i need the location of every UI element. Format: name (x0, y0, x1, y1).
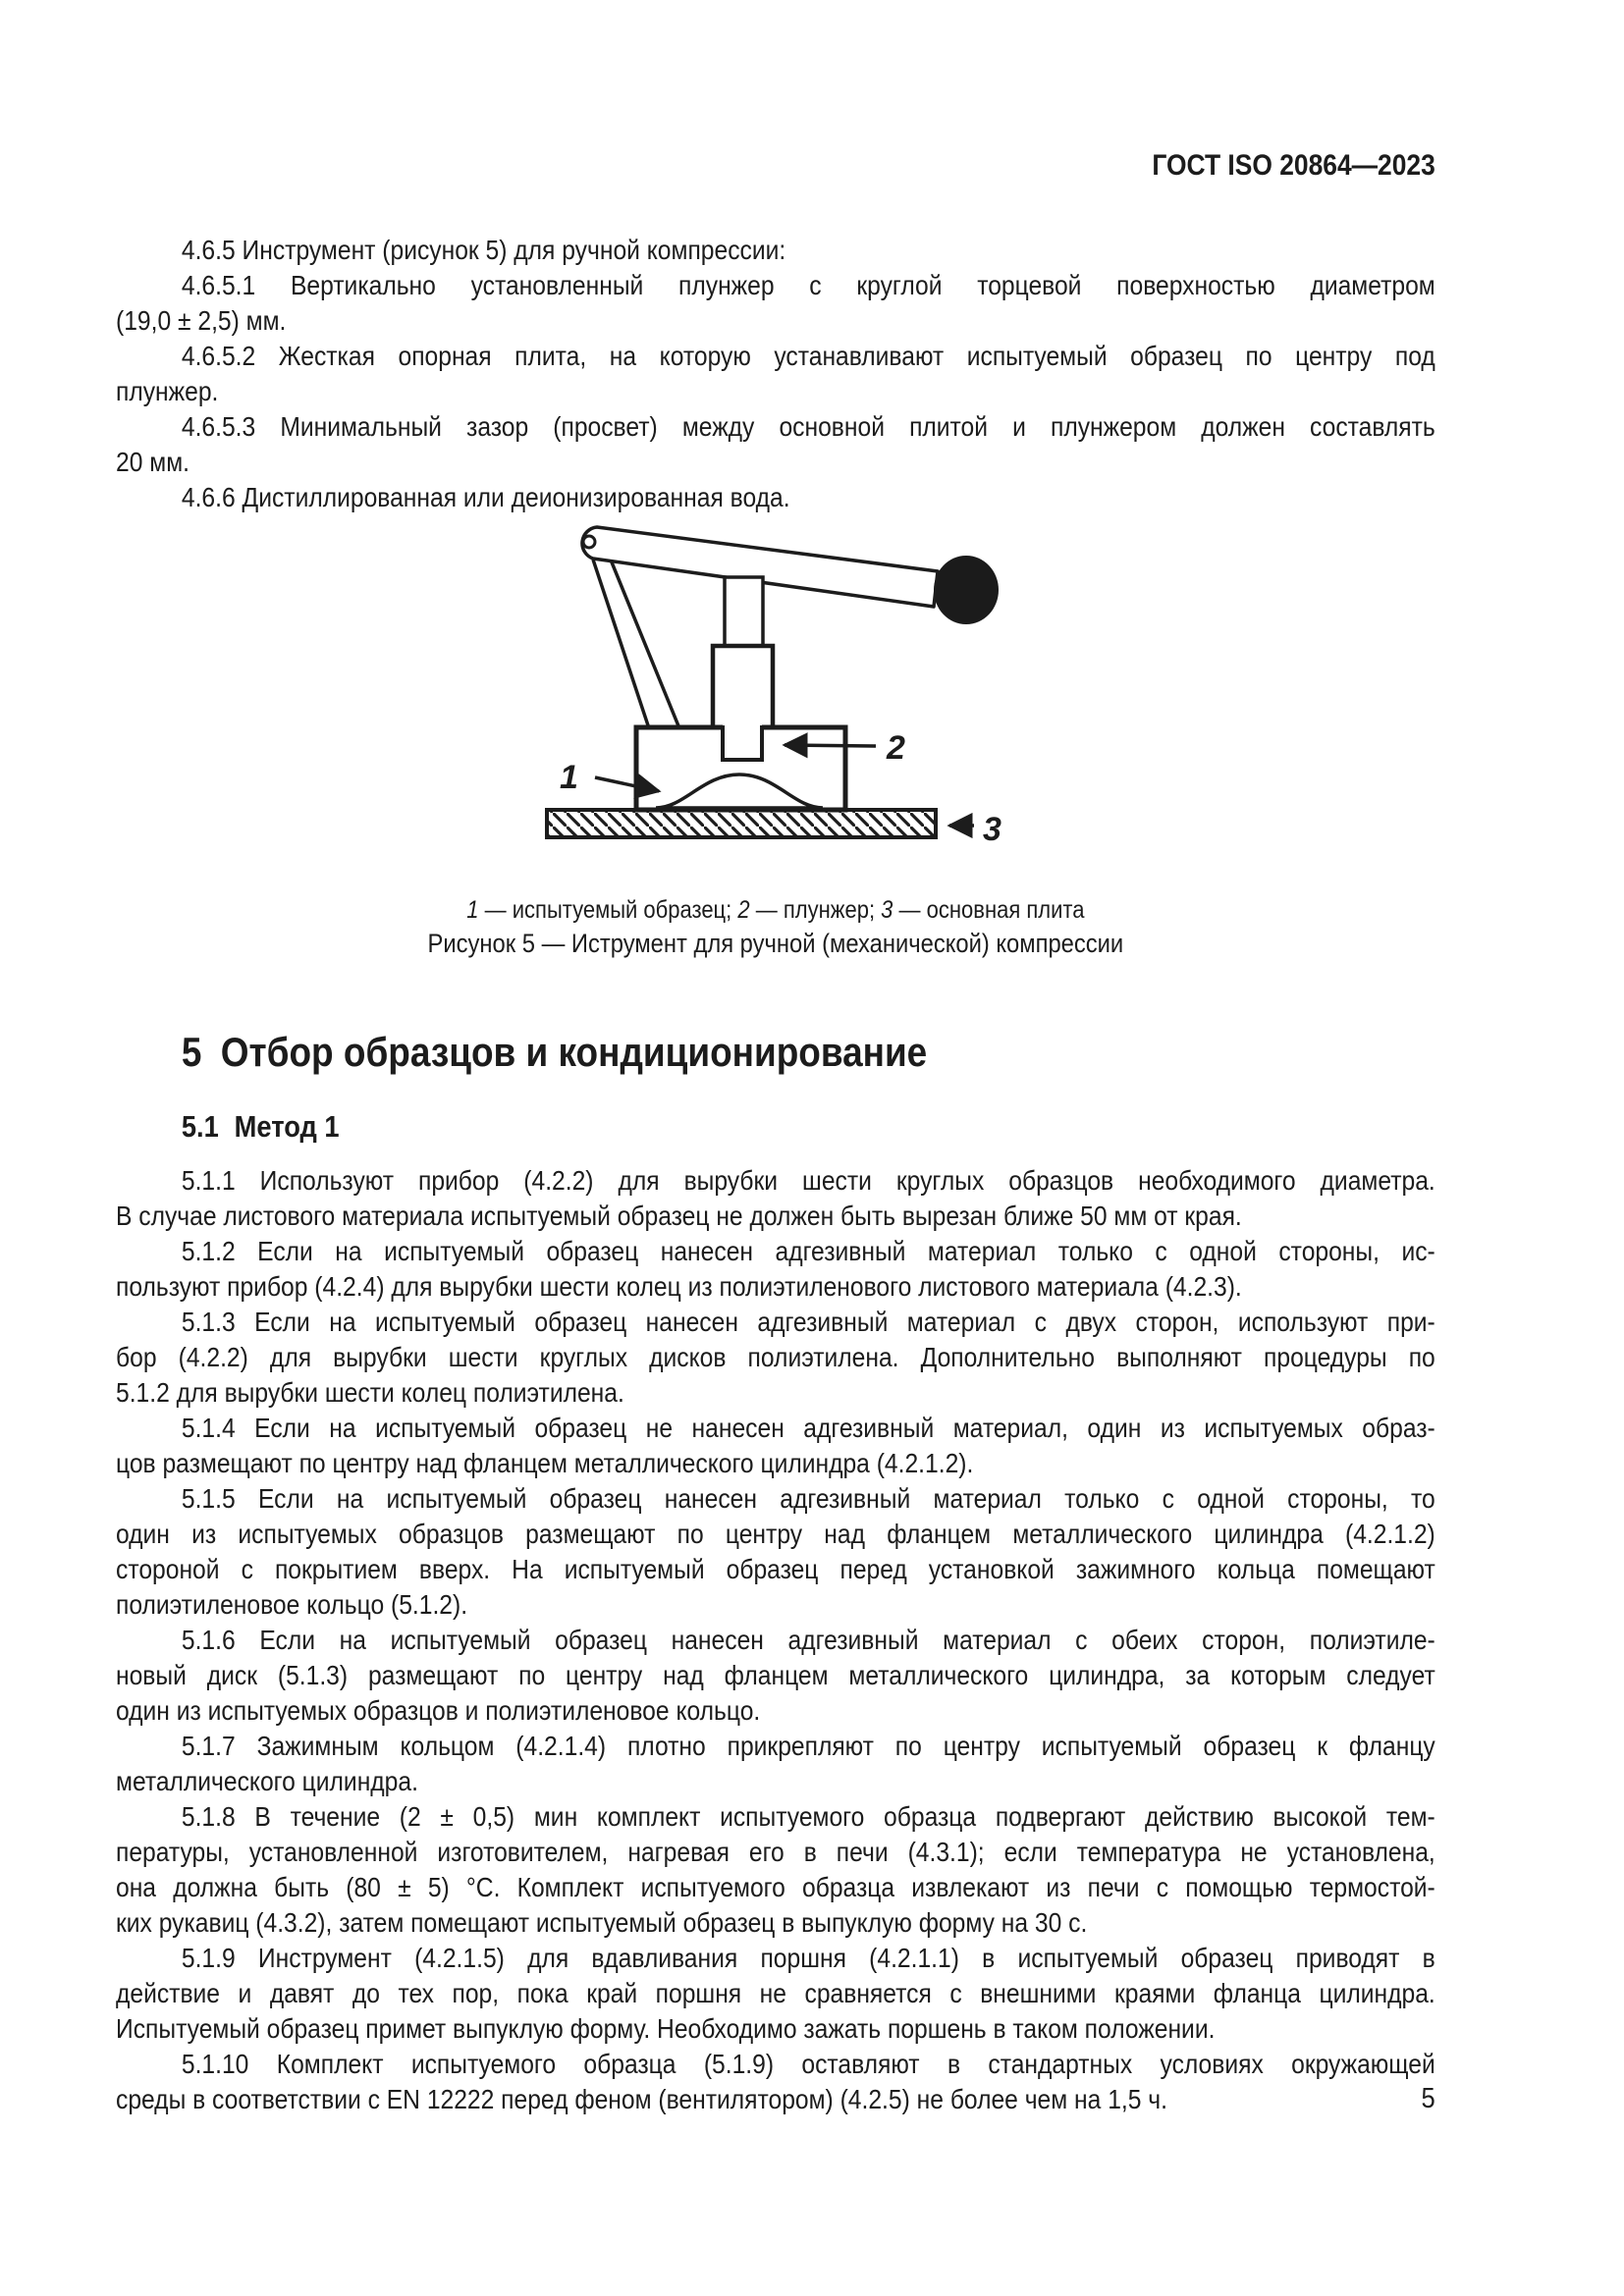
page-header-designation: ГОСТ ISO 20864—2023 (1152, 149, 1435, 182)
callout-1-label: 1 (560, 759, 578, 796)
plunger-tip (723, 725, 762, 760)
text-line: 4.6.5.1 Вертикально установленный плунжер с круглой торцевой поверхностью диаметром (181, 270, 1435, 300)
text-line: цов размещают по центру над фланцем металлического цилиндра (4.2.1.2). (116, 1448, 974, 1478)
text-line: 20 мм. (116, 447, 189, 477)
text-line: 5.1.4 Если на испытуемый образец не нанесен адгезивный материал, один из испытуемых образ- (181, 1413, 1435, 1443)
text-line: 4.6.5.3 Минимальный зазор (просвет) между основной плитой и плунжером должен составлять (181, 411, 1435, 442)
subsection-number: 5.1 (181, 1109, 219, 1144)
text-line: действие и давят до тех пор, пока край поршня не сравняется с внешними краями фланца цилиндра. (116, 1978, 1435, 2008)
text-line: 5.1.9 Инструмент (4.2.1.5) для вдавливания поршня (4.2.1.1) в испытуемый образец приводят в (181, 1943, 1435, 1973)
callout-2-label: 2 (887, 729, 905, 767)
plunger-cylinder (713, 646, 773, 728)
text-line: 5.1.2 Если на испытуемый образец нанесен адгезивный материал только с одной стороны, ис- (181, 1236, 1435, 1266)
plunger-rod (725, 577, 763, 646)
figure-legend: 1 — испытуемый образец; 2 — плунжер; 3 — основная плита (466, 896, 1085, 924)
subsection-5-1-heading (116, 1109, 1501, 1145)
text-line: новый диск (5.1.3) размещают по центру над фланцем металлического цилиндра, за которым следует (116, 1660, 1435, 1690)
text-line: один из испытуемых образцов размещают по центру над фланцем металлического цилиндра (4.2.1.2) (116, 1519, 1435, 1549)
text-line: 4.6.5.2 Жесткая опорная плита, на которую устанавливают испытуемый образец по центру под (181, 341, 1435, 371)
clause-5-1-text-block (116, 1163, 1435, 2117)
text-line: 5.1.10 Комплект испытуемого образца (5.1.9) оставляют в стандартных условиях окружающей (181, 2049, 1435, 2079)
text-line: 5.1.5 Если на испытуемый образец нанесен адгезивный материал только с одной стороны, то (181, 1483, 1435, 1514)
text-line: пературы, установленной изготовителем, нагревая его в печи (4.3.1); если температура не установлена, (116, 1837, 1435, 1867)
clause-4-6-5-text-block (116, 233, 1435, 515)
text-line: бор (4.2.2) для вырубки шести круглых дисков полиэтилена. Дополнительно выполняют процедуры по (116, 1342, 1435, 1372)
text-line: 5.1.1 Используют прибор (4.2.2) для вырубки шести круглых образцов необходимого диаметра. (181, 1165, 1435, 1196)
text-line: В случае листового материала испытуемый образец не должен быть вырезан ближе 50 мм от края. (116, 1201, 1242, 1231)
section-5-heading (116, 1029, 1501, 1076)
text-line: ких рукавиц (4.3.2), затем помещают испытуемый образец в выпуклую форму на 30 с. (116, 1907, 1088, 1938)
text-line: 4.6.5 Инструмент (рисунок 5) для ручной компрессии: (181, 235, 786, 265)
text-line: среды в соответствии с EN 12222 перед феном (вентилятором) (4.2.5) не более чем на 1,5 ч. (116, 2084, 1167, 2114)
text-line: плунжер. (116, 376, 219, 406)
legend-callout-number: 3 (881, 896, 893, 924)
section-number: 5 (181, 1029, 202, 1075)
handle-knob (934, 556, 999, 624)
page-number: 5 (1421, 2083, 1435, 2114)
section-title: Отбор образцов и кондиционирование (220, 1029, 928, 1075)
text-line: металлического цилиндра. (116, 1766, 418, 1796)
callout-3 (949, 811, 1001, 848)
callout-3-label: 3 (983, 811, 1001, 848)
text-line: Испытуемый образец примет выпуклую форму. Необходимо зажать поршень в таком положении. (116, 2013, 1216, 2044)
pivot-pin-icon (583, 536, 595, 548)
figure-5-compression-tool-diagram (388, 510, 1075, 849)
text-line: (19,0 ± 2,5) мм. (116, 305, 287, 336)
subsection-title: Метод 1 (234, 1109, 340, 1144)
legend-callout-number: 2 (737, 896, 750, 924)
text-line: 5.1.3 Если на испытуемый образец нанесен адгезивный материал с двух сторон, используют при- (181, 1307, 1435, 1337)
text-line: пользуют прибор (4.2.4) для вырубки шести колец из полиэтиленового листового материала (4.2.3). (116, 1271, 1242, 1302)
support-strut (593, 553, 679, 728)
text-line: 5.1.2 для вырубки шести колец полиэтилена. (116, 1377, 624, 1408)
figure-title: Рисунок 5 — Иструмент для ручной (механической) компрессии (427, 929, 1124, 958)
text-line: 4.6.6 Дистиллированная или деионизированная вода. (181, 482, 790, 512)
text-line: полиэтиленовое кольцо (5.1.2). (116, 1589, 468, 1620)
text-line: стороной с покрытием вверх. На испытуемый образец перед установкой зажимного кольца помещают (116, 1554, 1435, 1584)
text-line: 5.1.8 В течение (2 ± 0,5) мин комплект испытуемого образца подвергают действию высокой тем- (181, 1801, 1435, 1832)
legend-callout-number: 1 (466, 896, 479, 924)
base-plate (547, 810, 936, 837)
text-line: 5.1.6 Если на испытуемый образец нанесен адгезивный материал с обеих сторон, полиэтиле- (181, 1625, 1435, 1655)
text-line: один из испытуемых образцов и полиэтиленовое кольцо. (116, 1695, 761, 1726)
text-line: она должна быть (80 ± 5) °C. Комплект испытуемого образца извлекают из печи с помощью термостой- (116, 1872, 1435, 1902)
text-line: 5.1.7 Зажимным кольцом (4.2.1.4) плотно прикрепляют по центру испытуемый образец к фланцу (181, 1731, 1435, 1761)
